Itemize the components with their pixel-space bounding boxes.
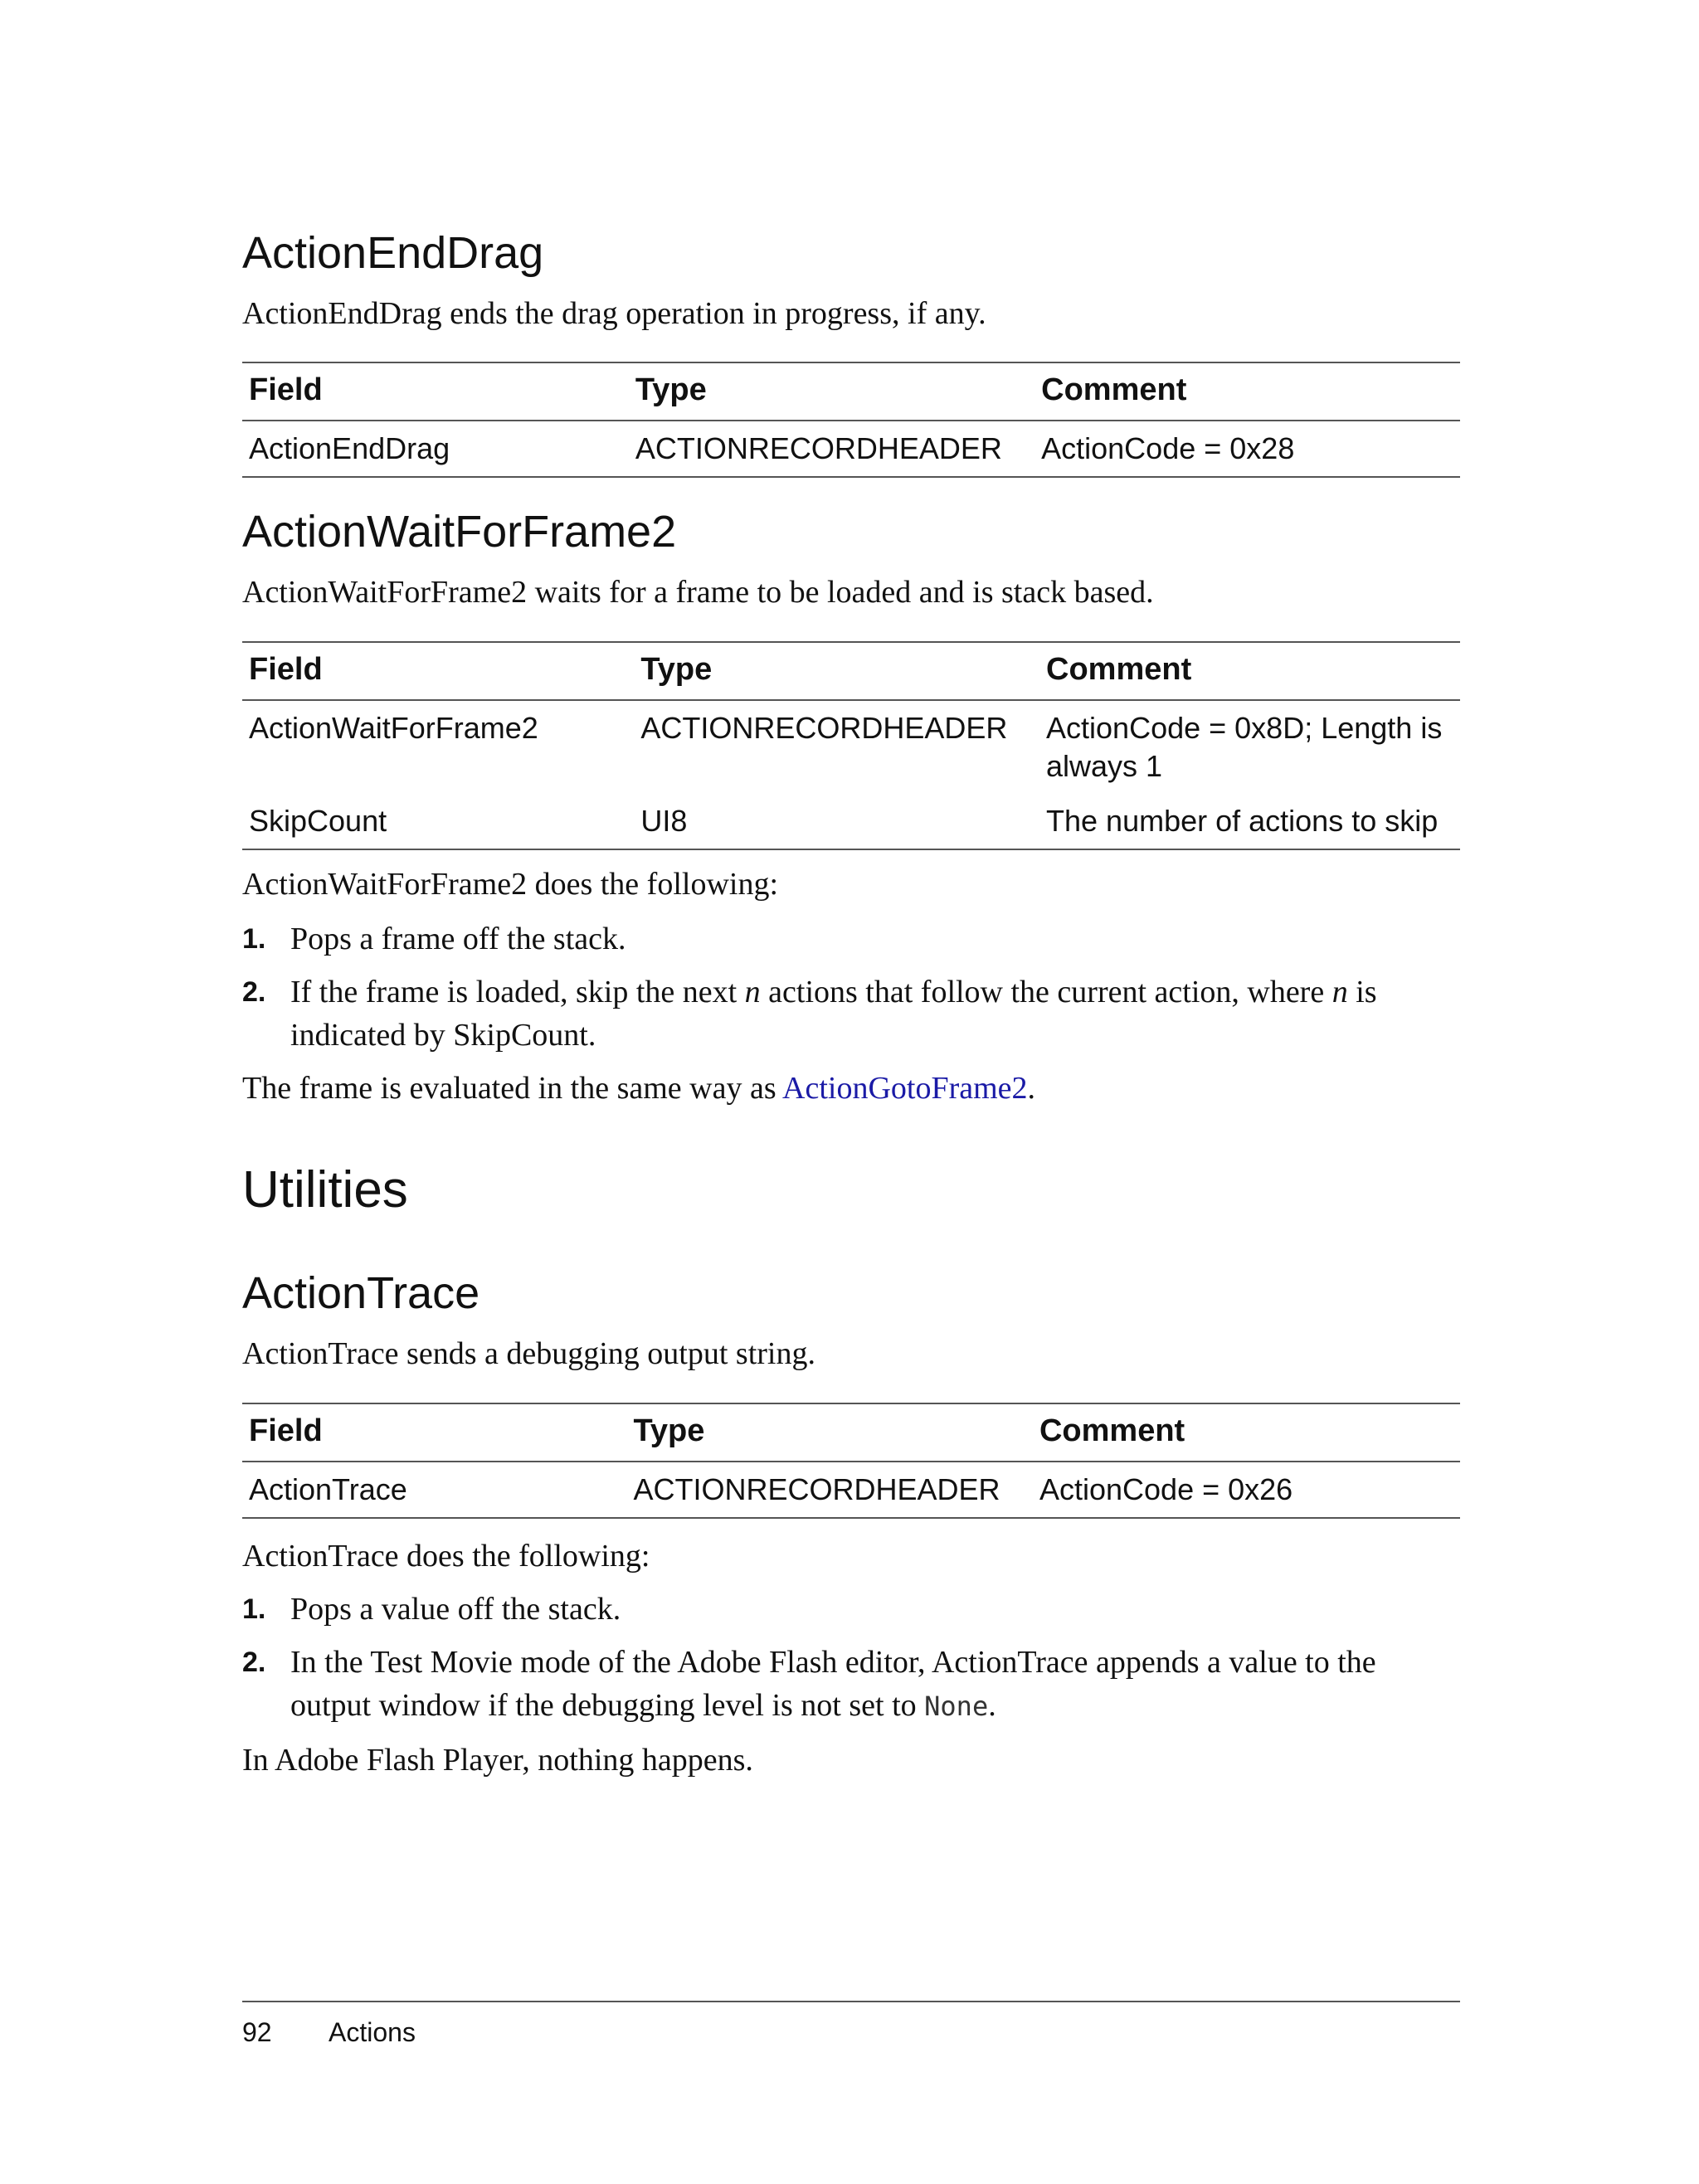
- step-text: Pops a value off the stack.: [290, 1592, 621, 1627]
- page-footer: [242, 2017, 416, 2048]
- section-description: ActionTrace sends a debugging output string.: [242, 1336, 815, 1371]
- table-row: [242, 700, 1460, 794]
- document-page: [242, 0, 1460, 2184]
- table-header-row: [242, 1403, 1460, 1462]
- list-item: [242, 1641, 1460, 1728]
- step-text-part: .: [988, 1688, 996, 1723]
- section-heading-actionwaitforframe2: ActionWaitForFrame2: [242, 507, 677, 557]
- field-table-actionenddrag: [242, 362, 1460, 478]
- section-heading-actionenddrag: ActionEndDrag: [242, 228, 544, 278]
- footer-divider: [242, 2001, 1460, 2002]
- step-variable: n: [744, 975, 761, 1009]
- outro-text: The frame is evaluated in the same way as: [242, 1071, 783, 1106]
- cell-type: ACTIONRECORDHEADER: [629, 421, 1034, 477]
- cell-comment: ActionCode = 0x26: [1033, 1462, 1460, 1518]
- column-header-field: Field: [242, 1403, 626, 1462]
- column-header-field: Field: [242, 362, 629, 421]
- cell-comment: ActionCode = 0x28: [1034, 421, 1460, 477]
- column-header-comment: Comment: [1033, 1403, 1460, 1462]
- cell-field: ActionEndDrag: [242, 421, 629, 477]
- section-description: ActionEndDrag ends the drag operation in progress, if any.: [242, 296, 986, 331]
- page-number: 92: [242, 2017, 272, 2047]
- step-number: 2.: [242, 976, 266, 1008]
- column-header-comment: Comment: [1039, 642, 1460, 700]
- step-number: 1.: [242, 1593, 266, 1625]
- step-number: 2.: [242, 1647, 266, 1678]
- column-header-type: Type: [629, 362, 1034, 421]
- cell-field: ActionWaitForFrame2: [249, 711, 538, 745]
- step-variable: n: [1331, 975, 1348, 1009]
- step-text-part: actions that follow the current action, where: [760, 975, 1332, 1009]
- closing-paragraph: In Adobe Flash Player, nothing happens.: [242, 1743, 753, 1778]
- steps-list-actiontrace: [242, 1588, 1460, 1738]
- steps-list-actionwaitforframe2: [242, 917, 1460, 1067]
- step-text-part: If the frame is loaded, skip the next: [290, 975, 745, 1009]
- section-description: ActionWaitForFrame2 waits for a frame to be loaded and is stack based.: [242, 575, 1154, 610]
- table-header-row: [242, 642, 1460, 700]
- step-number: 1.: [242, 923, 266, 955]
- table-row: [242, 794, 1460, 849]
- step-text-part: is indicated by SkipCount.: [290, 975, 1377, 1053]
- list-item: [242, 1588, 1460, 1631]
- column-header-type: Type: [626, 1403, 1032, 1462]
- steps-intro: ActionWaitForFrame2 does the following:: [242, 867, 778, 902]
- code-literal: None: [924, 1690, 989, 1722]
- cell-type: UI8: [634, 794, 1039, 849]
- steps-intro: ActionTrace does the following:: [242, 1539, 650, 1574]
- steps-outro: [242, 1067, 1460, 1110]
- chapter-name: Actions: [329, 2017, 416, 2047]
- cell-comment: The number of actions to skip: [1039, 794, 1460, 849]
- cell-field: SkipCount: [242, 794, 634, 849]
- list-item: [242, 970, 1460, 1057]
- column-header-type: Type: [634, 642, 1039, 700]
- cell-type: ACTIONRECORDHEADER: [640, 711, 1008, 745]
- field-table-actiontrace: [242, 1403, 1460, 1519]
- cell-field: ActionTrace: [242, 1462, 626, 1518]
- cell-type: ACTIONRECORDHEADER: [626, 1462, 1032, 1518]
- section-heading-actiontrace: ActionTrace: [242, 1268, 480, 1318]
- step-text: Pops a frame off the stack.: [290, 922, 626, 956]
- field-table-actionwaitforframe2: [242, 641, 1460, 850]
- table-header-row: [242, 362, 1460, 421]
- column-header-field: Field: [242, 642, 634, 700]
- list-item: [242, 917, 1460, 961]
- step-text-part: In the Test Movie mode of the Adobe Flash editor, ActionTrace appends a value to the output window if the debugging level is not set to: [290, 1645, 1376, 1723]
- outro-text: .: [1027, 1071, 1036, 1106]
- table-row: [242, 421, 1460, 477]
- actiongotoframe2-link[interactable]: ActionGotoFrame2: [782, 1071, 1028, 1106]
- chapter-heading-utilities: Utilities: [242, 1161, 408, 1218]
- column-header-comment: Comment: [1034, 362, 1460, 421]
- cell-comment: ActionCode = 0x8D; Length is always 1: [1046, 711, 1443, 783]
- table-row: [242, 1462, 1460, 1518]
